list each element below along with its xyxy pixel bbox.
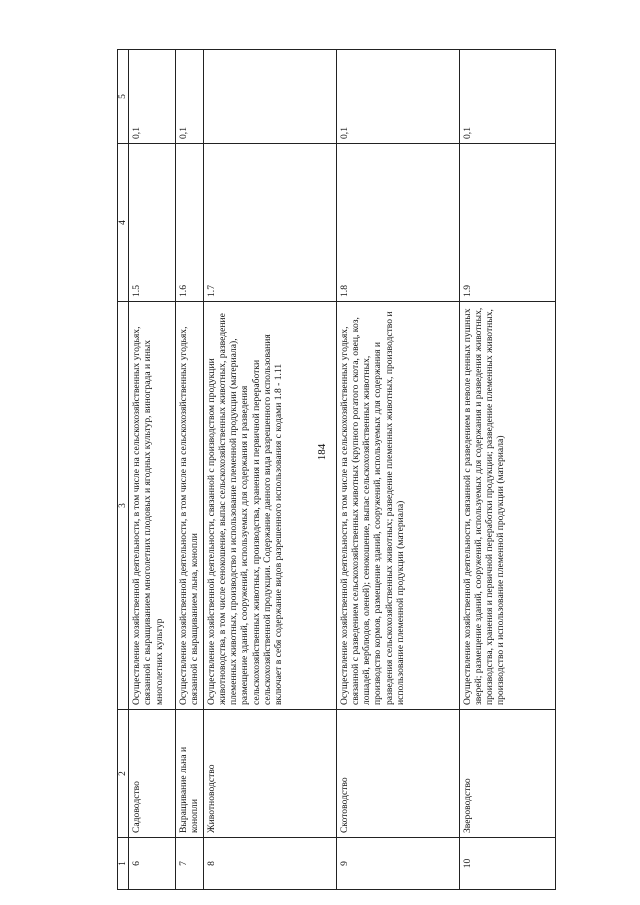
rotated-table-container (117, 50, 563, 890)
row-number: 10 (459, 838, 555, 890)
header-cell-2: 2 (118, 710, 129, 838)
land-use-name: Животноводство (203, 710, 336, 838)
land-use-code: 1.7 (203, 144, 336, 302)
row-number: 6 (129, 838, 176, 890)
table-header-row (118, 50, 129, 890)
land-use-table (117, 49, 556, 890)
land-use-value: 0,1 (459, 50, 555, 144)
land-use-description: Осуществление хозяйственной деятельности, в том числе на сельскохозяйственных угодьях, связанной с выращиванием льна, конопли (176, 302, 204, 710)
row-number: 8 (203, 838, 336, 890)
land-use-name: Скотоводство (336, 710, 459, 838)
land-use-description: Осуществление хозяйственной деятельности, связанной с разведением в неволе ценных пушных зверей; размещение зданий, сооружений, используемых для содержания и разведения животных, производства, хранения и первичной переработки продукции; разведение племенных животных, производство и использование племенной продукции (материала) (459, 302, 555, 710)
land-use-name: Звероводство (459, 710, 555, 838)
land-use-code: 1.6 (176, 144, 204, 302)
land-use-description: Осуществление хозяйственной деятельности, в том числе на сельскохозяйственных угодьях, связанной с разведением сельскохозяйственных животных (крупного рогатого скота, овец, коз, лошадей, верблюдов, оленей); сенокошение, выпас сельскохозяйственных животных, производство кормов, размещение зданий, сооружений, используемых для содержания и разведения сельскохозяйственных животных; разведение племенных животных, производство и использование племенной продукции (материала) (336, 302, 459, 710)
land-use-name: Выращивание льна и конопли (176, 710, 204, 838)
land-use-name: Садоводство (129, 710, 176, 838)
land-use-value (203, 50, 336, 144)
land-use-description: Осуществление хозяйственной деятельности, связанной с производством продукции животноводства, в том числе сенокошение, выпас сельскохозяйственных животных, разведение племенных животных, производство и использование племенной продукции (материала), размещение зданий, сооружений, используемых для содержания и разведения сельскохозяйственных животных, производства, хранения и первичной переработки сельскохозяйственной продукции. Содержание данного вида разрешенного использования включает в себя содержание видов разрешенного использования с кодами 1.8 - 1.11 (203, 302, 336, 710)
land-use-value: 0,1 (176, 50, 204, 144)
table-row (203, 50, 336, 890)
row-number: 9 (336, 838, 459, 890)
table-row (459, 50, 555, 890)
land-use-code: 1.8 (336, 144, 459, 302)
header-cell-4: 4 (118, 144, 129, 302)
header-cell-3: 3 (118, 302, 129, 710)
table-row (176, 50, 204, 890)
row-number: 7 (176, 838, 204, 890)
land-use-code: 1.5 (129, 144, 176, 302)
table-row (129, 50, 176, 890)
land-use-value: 0,1 (336, 50, 459, 144)
land-use-code: 1.9 (459, 144, 555, 302)
header-cell-5: 5 (118, 50, 129, 144)
land-use-value: 0,1 (129, 50, 176, 144)
land-use-description: Осуществление хозяйственной деятельности, в том числе на сельскохозяйственных угодьях, связанной с выращиванием многолетних плодовых и ягодных культур, винограда и иных многолетних культур (129, 302, 176, 710)
table-row (336, 50, 459, 890)
header-cell-1: 1 (118, 838, 129, 890)
page-number: 184 (316, 443, 328, 461)
